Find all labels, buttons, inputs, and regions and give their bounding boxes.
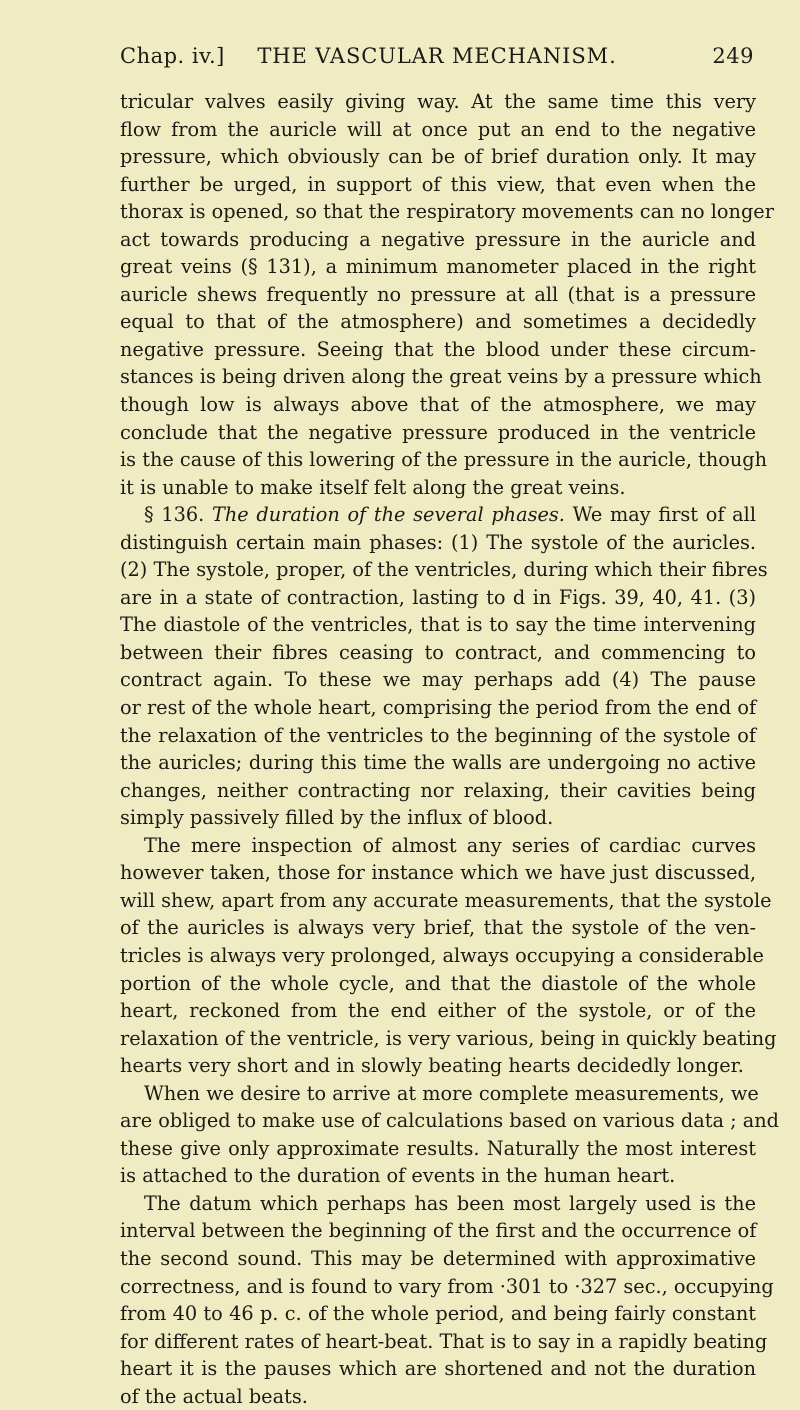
text-line: tricles is always very prolonged, always occupying a considerable <box>120 943 764 967</box>
text-line: it is unable to make itself felt along the great veins. <box>120 475 626 499</box>
text-line: however taken, those for instance which we have just discussed, <box>120 861 756 885</box>
text-line: from 40 to 46 p. c. of the whole period, and being fairly constant <box>120 1302 756 1326</box>
text-line: negative pressure. Seeing that the blood under these circum- <box>120 337 756 361</box>
text-line: of the auricles is always very brief, that the systole of the ven- <box>120 916 756 940</box>
text-line: are in a state of contraction, lasting to d in Figs. 39, 40, 41. (3) <box>120 585 756 609</box>
text-line: of the actual beats. <box>120 1384 308 1408</box>
text-line: correctness, and is found to vary from ·301 to ·327 sec., occupying <box>120 1274 774 1298</box>
page-number: 249 <box>712 44 754 68</box>
section-heading-line <box>120 501 756 529</box>
text-line: When we desire to arrive at more complete measurements, we <box>144 1081 759 1105</box>
text-line: the relaxation of the ventricles to the beginning of the systole of <box>120 723 756 747</box>
text-line: auricle shews frequently no pressure at all (that is a pressure <box>120 282 756 306</box>
text-line: The diastole of the ventricles, that is to say the time intervening <box>120 613 756 637</box>
text-line: is the cause of this lowering of the pressure in the auricle, though <box>120 448 768 472</box>
text-line: these give only approximate results. Naturally the most interest <box>120 1136 756 1160</box>
text-line: are obliged to make use of calculations based on various data ; and <box>120 1109 779 1133</box>
text-line: flow from the auricle will at once put an end to the negative <box>120 117 756 141</box>
running-title: THE VASCULAR MECHANISM. <box>257 44 617 68</box>
text-line: contract again. To these we may perhaps add (4) The pause <box>120 668 756 692</box>
text-line: conclude that the negative pressure produced in the ventricle <box>120 420 756 444</box>
text-line: portion of the whole cycle, and that the diastole of the whole <box>120 971 756 995</box>
text-line: though low is always above that of the atmosphere, we may <box>120 393 756 417</box>
text-line: interval between the beginning of the first and the occurrence of <box>120 1219 757 1243</box>
body-text <box>120 88 779 1410</box>
text-line: (2) The systole, proper, of the ventricles, during which their fibres <box>120 558 768 582</box>
text-line: The datum which perhaps has been most largely used is the <box>144 1191 756 1215</box>
text-line: changes, neither contracting nor relaxing, their cavities being <box>120 778 756 802</box>
text-line: heart, reckoned from the end either of the systole, or of the <box>120 999 756 1023</box>
text-line: the auricles; during this time the walls are undergoing no active <box>120 751 756 775</box>
text-line: equal to that of the atmosphere) and sometimes a decidedly <box>120 310 756 334</box>
text-line: act towards producing a negative pressure in the auricle and <box>120 227 756 251</box>
text-line: stances is being driven along the great veins by a pressure which <box>120 365 762 389</box>
section-title: The duration of the several phases. <box>211 503 565 527</box>
text-line: pressure, which obviously can be of brief duration only. It may <box>120 145 756 169</box>
text-line: relaxation of the ventricle, is very various, being in quickly beating <box>120 1026 777 1050</box>
text-line: tricular valves easily giving way. At the same time this very <box>120 90 756 113</box>
text-line: further be urged, in support of this view, that even when the <box>120 172 756 196</box>
text-line: The mere inspection of almost any series of cardiac curves <box>144 833 756 857</box>
section-text: We may first of all <box>572 503 757 527</box>
running-header <box>120 44 754 74</box>
chapter-label: Chap. iv.] <box>120 44 225 68</box>
text-line: hearts very short and in slowly beating hearts decidedly longer. <box>120 1054 744 1078</box>
text-line: thorax is opened, so that the respiratory movements can no longer <box>120 200 774 224</box>
text-line: or rest of the whole heart, comprising the period from the end of <box>120 696 757 720</box>
text-line: between their fibres ceasing to contract, and commencing to <box>120 640 756 664</box>
text-line: for different rates of heart-beat. That is to say in a rapidly beating <box>120 1329 768 1353</box>
text-line: simply passively filled by the influx of blood. <box>120 806 554 830</box>
text-line: heart it is the pauses which are shortened and not the duration <box>120 1357 756 1381</box>
text-line: is attached to the duration of events in the human heart. <box>120 1164 676 1188</box>
text-line: distinguish certain main phases: (1) The systole of the auricles. <box>120 530 756 554</box>
section-number: § 136. <box>144 503 205 527</box>
text-line: will shew, apart from any accurate measurements, that the systole <box>120 888 772 912</box>
text-line: the second sound. This may be determined with approximative <box>120 1246 756 1270</box>
text-line: great veins (§ 131), a minimum manometer placed in the right <box>120 255 756 279</box>
